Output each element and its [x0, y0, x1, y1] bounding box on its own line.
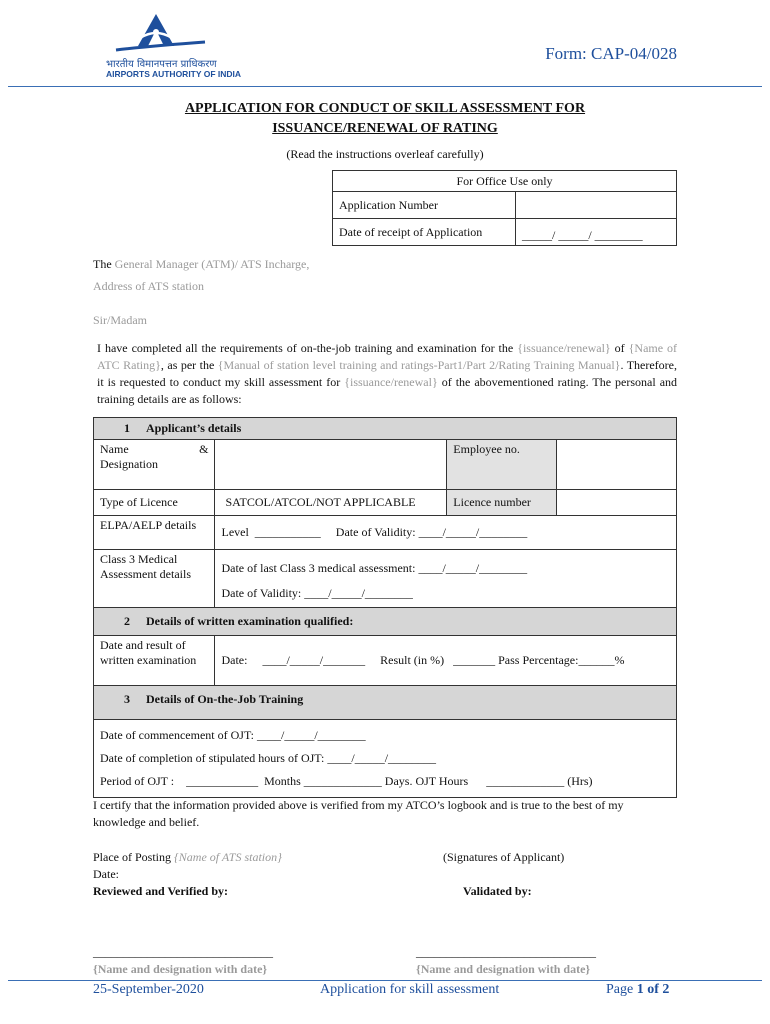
written-exam-field[interactable]: Date: ____/_____/_______ Result (in %) _______ Pass Percentage:______%	[215, 636, 677, 686]
logo-hindi-text: भारतीय विमानपत्तन प्राधिकरण	[106, 59, 217, 70]
form-code: Form: CAP-04/028	[545, 44, 677, 63]
licence-number-label: Licence number	[447, 490, 557, 516]
place-placeholder[interactable]: {Name of ATS station}	[174, 850, 282, 864]
name-designation-right[interactable]: {Name and designation with date}	[416, 962, 591, 976]
application-number-field[interactable]	[516, 192, 677, 219]
application-number-label: Application Number	[333, 192, 516, 219]
ojt-period[interactable]: Period of OJT : ____________ Months _____________ Days. OJT Hours _____________ (Hrs)	[100, 774, 593, 788]
date-label: Date:	[93, 867, 119, 881]
addressee-the: The	[93, 257, 112, 271]
section-3-header: 3 Details of On-the-Job Training	[94, 686, 677, 720]
header-divider	[8, 86, 762, 87]
placeholder-manual[interactable]: {Manual of station level training and ratings-Part1/Part 2/Rating Training Manual}	[217, 358, 621, 372]
elpa-label: ELPA/AELP details	[94, 516, 215, 550]
reviewed-label: Reviewed and Verified by:	[93, 884, 228, 898]
addressee-recipient: General Manager (ATM)/ ATS Incharge,	[114, 257, 310, 271]
name-designation-field[interactable]	[215, 440, 447, 490]
page-title-line-2: ISSUANCE/RENEWAL OF RATING	[272, 121, 498, 136]
receipt-date-label: Date of receipt of Application	[333, 219, 516, 246]
licence-number-field[interactable]	[557, 490, 677, 516]
aai-emblem-icon	[100, 12, 250, 58]
footer-page-number: Page 1 of 2	[606, 982, 670, 997]
aai-logo	[100, 12, 250, 82]
footer-divider	[8, 980, 762, 981]
ojt-commencement[interactable]: Date of commencement of OJT: ____/_____/________	[100, 728, 366, 742]
applicant-details-table	[93, 417, 677, 798]
place-of-posting: Place of Posting {Name of ATS station}	[93, 850, 282, 864]
medical-field[interactable]: Date of last Class 3 medical assessment: ____/_____/________ Date of Validity: ____/_____/________	[215, 550, 677, 608]
validated-label: Validated by:	[463, 884, 532, 898]
employee-no-label: Employee no.	[447, 440, 557, 490]
placeholder-issuance-renewal-2[interactable]: {issuance/renewal}	[344, 375, 438, 389]
section-1-header: 1 Applicant’s details	[94, 418, 677, 440]
sign-line-right: ______________________________	[416, 945, 596, 959]
placeholder-atc-rating[interactable]: {Name of ATC Rating}	[97, 341, 678, 372]
name-designation-left[interactable]: {Name and designation with date}	[93, 962, 268, 976]
name-designation-label: Name & Designation	[94, 440, 215, 490]
office-use-header: For Office Use only	[333, 171, 677, 192]
placeholder-issuance-renewal[interactable]: {issuance/renewal}	[517, 341, 611, 355]
written-exam-label: Date and result of written examination	[94, 636, 215, 686]
request-paragraph: I have completed all the requirements of on-the-job training and examination for the {issuance/renewal} of {Name of ATC Rating}, as per the {Manual of station level training and ratings-Part1/Part 2/Rating Training Manual}. Therefore, it is requested to conduct my skill assessment for {issuance/renewal} of the abovementioned rating. The personal and training details are as follows:	[97, 341, 678, 406]
addressee-address: Address of ATS station	[93, 279, 204, 293]
logo-english-text: AIRPORTS AUTHORITY OF INDIA	[106, 69, 242, 79]
office-use-table	[332, 170, 677, 246]
receipt-date-field[interactable]: _____/ _____/ ________	[516, 219, 677, 246]
signature-label: (Signatures of Applicant)	[443, 850, 565, 864]
licence-type-label: Type of Licence	[94, 490, 215, 516]
addressee-line	[93, 257, 309, 272]
footer-date: 25-September-2020	[93, 982, 204, 997]
elpa-field[interactable]: Level ___________ Date of Validity: ____/_____/________	[215, 516, 677, 550]
licence-type-field[interactable]: SATCOL/ATCOL/NOT APPLICABLE	[215, 490, 447, 516]
footer-title: Application for skill assessment	[320, 982, 500, 997]
salutation: Sir/Madam	[93, 313, 147, 327]
employee-no-field[interactable]	[557, 440, 677, 490]
page-title-line-1: APPLICATION FOR CONDUCT OF SKILL ASSESSMENT FOR	[184, 101, 586, 116]
ojt-field[interactable]	[94, 720, 677, 798]
instructions-note: (Read the instructions overleaf carefully)	[286, 147, 484, 161]
ojt-completion[interactable]: Date of completion of stipulated hours of OJT: ____/_____/________	[100, 751, 437, 765]
sign-line-left: ______________________________	[93, 945, 273, 959]
certification-text: I certify that the information provided above is verified from my ATCO’s logbook and is true to the best of my knowledge and belief.	[93, 798, 624, 829]
section-2-header: 2 Details of written examination qualified:	[94, 608, 677, 636]
medical-label: Class 3 Medical Assessment details	[94, 550, 215, 608]
